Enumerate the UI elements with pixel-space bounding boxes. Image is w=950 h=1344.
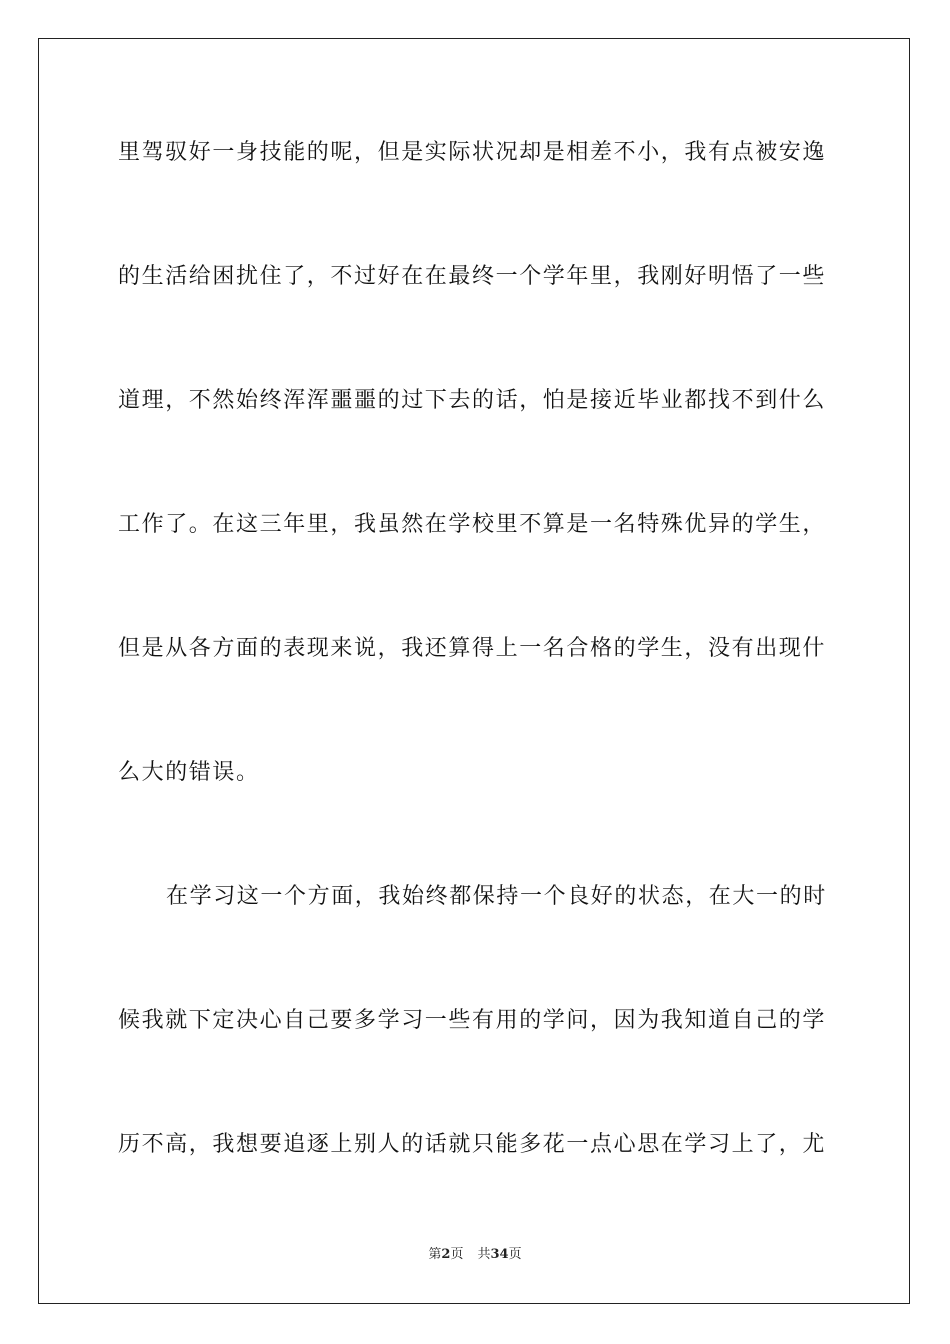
paragraph-line: 的生活给困扰住了，不过好在在最终一个学年里，我刚好明悟了一些 xyxy=(118,264,827,289)
page-border xyxy=(38,38,910,1304)
paragraph-first-line: 在学习这一个方面，我始终都保持一个良好的状态，在大一的时 xyxy=(166,884,827,909)
paragraph-line: 但是从各方面的表现来说，我还算得上一名合格的学生，没有出现什 xyxy=(118,636,827,661)
paragraph-line: 么大的错误。 xyxy=(118,760,260,785)
page-label-suffix: 页 xyxy=(450,1247,464,1262)
page-label-prefix: 第 xyxy=(428,1247,442,1262)
paragraph-line: 历不高，我想要追逐上别人的话就只能多花一点心思在学习上了，尤 xyxy=(118,1132,827,1157)
paragraph-line: 里驾驭好一身技能的呢，但是实际状况却是相差不小，我有点被安逸 xyxy=(118,140,827,165)
paragraph-line: 工作了。在这三年里，我虽然在学校里不算是一名特殊优异的学生， xyxy=(118,512,827,537)
current-page-number: 2 xyxy=(441,1247,451,1262)
total-label-prefix: 共 xyxy=(477,1247,491,1262)
total-page-count: 34 xyxy=(490,1247,509,1262)
paragraph-line: 道理，不然始终浑浑噩噩的过下去的话，怕是接近毕业都找不到什么 xyxy=(118,388,827,413)
page-footer xyxy=(0,1246,950,1264)
total-label-suffix: 页 xyxy=(508,1247,522,1262)
paragraph-line: 候我就下定决心自己要多学习一些有用的学问，因为我知道自己的学 xyxy=(118,1008,827,1033)
